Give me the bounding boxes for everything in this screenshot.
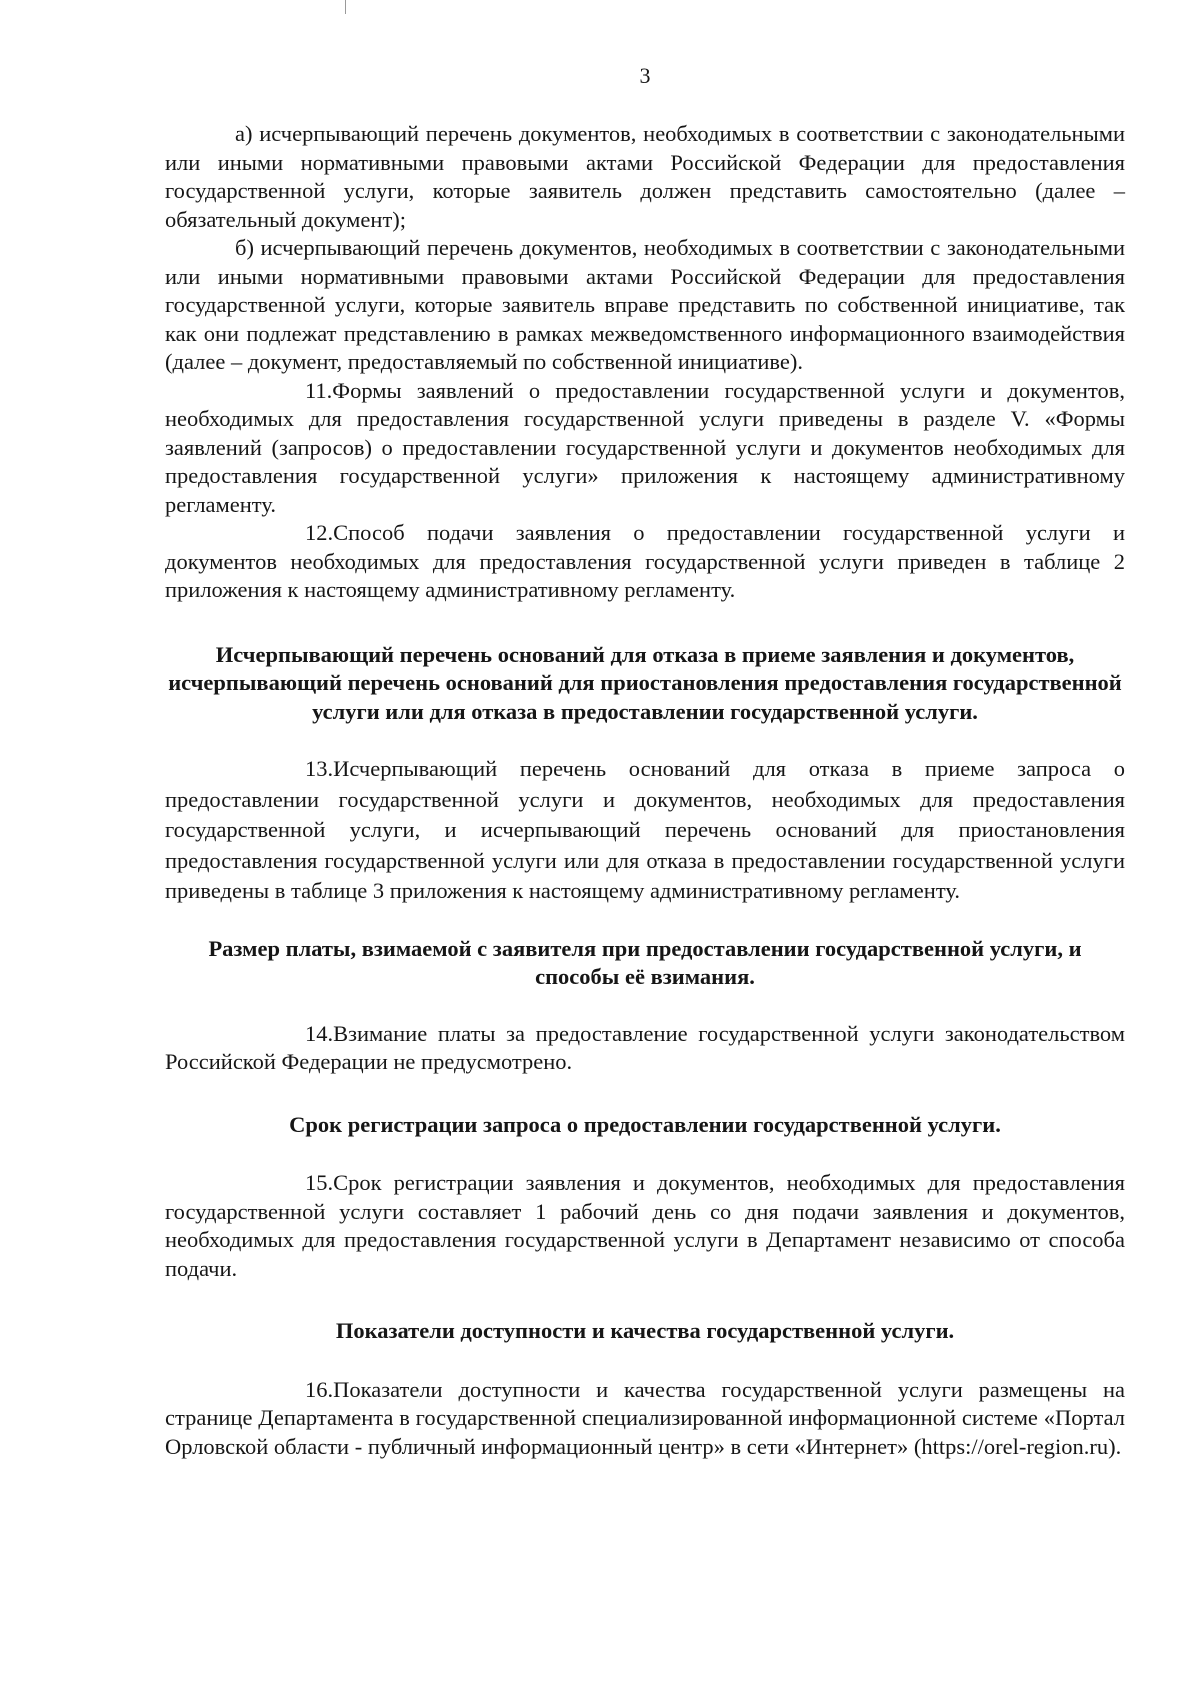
paragraph-text: Способ подачи заявления о предоставлении государственной услуги и документов необходимых для предоставления государственной услуги приведен в таблице 2 приложения к настоящему административному регламенту. <box>165 520 1125 602</box>
document-body <box>165 120 1125 1461</box>
heading-quality-indicators: Показатели доступности и качества государственной услуги. <box>335 1318 955 1343</box>
paragraph-number: 14. <box>305 1020 334 1046</box>
paragraph-text: Показатели доступности и качества государственной услуги размещены на странице Департамента в государственной специализированной информационной системе «Портал Орловской области - публичный информационный центр» в сети «Интернет» (https://orel-region.ru). <box>165 1376 1125 1459</box>
paragraph-15 <box>165 1169 1125 1283</box>
paragraph-13 <box>165 754 1125 907</box>
paragraph-number: 15. <box>305 1170 334 1195</box>
page-number: 3 <box>639 63 651 88</box>
heading-fee: Размер платы, взимаемой с заявителя при предоставлении государственной услуги, и способы её взимания. <box>208 935 1082 989</box>
heading-refusal-grounds: Исчерпывающий перечень оснований для отказа в приеме заявления и документов, исчерпывающий перечень оснований для приостановления предоставления государственной услуги или для отказа в предоставлении государственной услуги. <box>168 641 1122 724</box>
scan-artifact-line <box>345 0 346 14</box>
paragraph-number: 12. <box>305 520 334 545</box>
paragraph-text: Взимание платы за предоставление государственной услуги законодательством Российской Федерации не предусмотрено. <box>165 1020 1125 1074</box>
paragraph-14 <box>165 1020 1125 1077</box>
document-page <box>165 0 1125 1706</box>
paragraph-b: б) исчерпывающий перечень документов, необходимых в соответствии с законодательными или иными нормативными правовыми актами Российской Федерации для предоставления государственной услуги, которые заявитель вправе представить по собственной инициативе, так как они подлежат представлению в рамках межведомственного информационного взаимодействия (далее – документ, предоставляемый по собственной инициативе). <box>165 235 1125 374</box>
paragraph-number: 16. <box>305 1376 334 1402</box>
paragraph-12 <box>165 519 1125 605</box>
heading-registration-term: Срок регистрации запроса о предоставлении государственной услуги. <box>289 1111 1001 1137</box>
paragraph-11 <box>165 377 1125 520</box>
paragraph-a: а) исчерпывающий перечень документов, необходимых в соответствии с законодательными или иными нормативными правовыми актами Российской Федерации для предоставления государственной услуги, которые заявитель должен представить самостоятельно (далее – обязательный документ); <box>165 121 1125 232</box>
paragraph-text: Исчерпывающий перечень оснований для отказа в приеме запроса о предоставлении государственной услуги и документов, необходимых для предоставления государственной услуги, и исчерпывающий перечень оснований для приостановления предоставления государственной услуги или для отказа в предоставлении государственной услуги приведены в таблице 3 приложения к настоящему административному регламенту. <box>165 756 1125 903</box>
paragraph-text: Формы заявлений о предоставлении государственной услуги и документов, необходимых для предоставления государственной услуги приведены в разделе V. «Формы заявлений (запросов) о предоставлении государственной услуги и документов необходимых для предоставления государственной услуги» приложения к настоящему административному регламенту. <box>165 377 1125 517</box>
paragraph-text: Срок регистрации заявления и документов, необходимых для предоставления государственной услуги составляет 1 рабочий день со дня подачи заявления и документов, необходимых для предоставления государственной услуги в Департамент независимо от способа подачи. <box>165 1170 1125 1281</box>
paragraph-number: 11. <box>305 377 333 403</box>
paragraph-number: 13. <box>305 756 334 781</box>
paragraph-16 <box>165 1376 1125 1462</box>
